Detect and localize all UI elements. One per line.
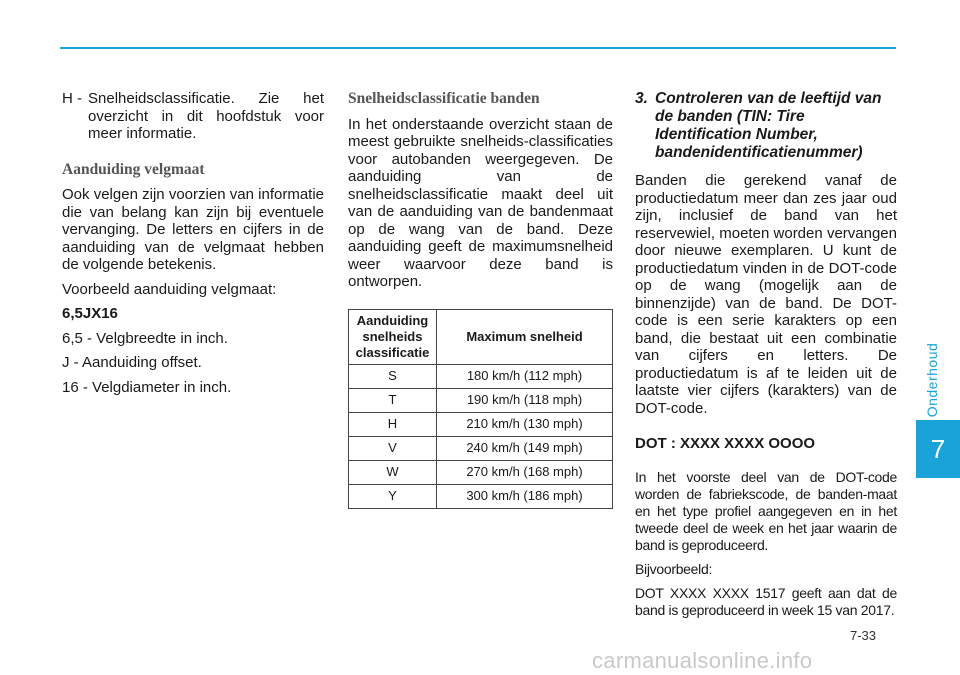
tin-heading-text: Controleren van de leeftijd van de banden (TIN: Tire Identification Number, bandenidentificatienummer) bbox=[655, 90, 882, 161]
speed-paragraph: In het onderstaande overzicht staan de meest gebruikte snelheids-classificaties voor autobanden weergegeven. De aanduiding van de snelheidsclassificatie maakt deel uit van de aanduiding van de bandenmaat op de wang van de band. Deze aanduiding geeft de maximumsnelheid weer waarvoor deze band is ontworpen. bbox=[348, 115, 613, 290]
tin-paragraph: Banden die gerekend vanaf de productiedatum meer dan zes jaar oud zijn, inclusief de band van het reservewiel, moeten worden vervangen door nieuwe exemplaren. U kunt de productiedatum vinden in de DOT-code op de wang (mogelijk aan de binnenzijde) van de band. De DOT-code is een serie karakters op een band, die bestaat uit een combinatie van cijfers en letters. De productiedatum is af te leiden uit de laatste vier cijfers (karakters) van de DOT-code. bbox=[635, 172, 897, 417]
speed-value: 270 km/h (168 mph) bbox=[437, 460, 613, 484]
rim-example-code: 6,5JX16 bbox=[62, 305, 118, 322]
speed-code: H bbox=[349, 412, 437, 436]
table-row bbox=[349, 484, 613, 508]
h-item-label: H - bbox=[62, 90, 82, 107]
speed-value: 210 km/h (130 mph) bbox=[437, 412, 613, 436]
rim-paragraph: Ook velgen zijn voorzien van informatie die van belang kan zijn bij eventuele vervanging. De letters en cijfers in de aanduiding van de velgmaat hebben de volgende betekenis. bbox=[62, 186, 324, 273]
speed-value: 180 km/h (112 mph) bbox=[437, 364, 613, 388]
tin-heading bbox=[635, 90, 897, 162]
column-right bbox=[635, 90, 897, 626]
h-item-text: Snelheidsclassificatie. Zie het overzicht in dit hoofdstuk voor meer informatie. bbox=[88, 90, 324, 142]
speed-value: 190 km/h (118 mph) bbox=[437, 388, 613, 412]
rim-line-width: 6,5 - Velgbreedte in inch. bbox=[62, 329, 228, 347]
column-left bbox=[62, 90, 324, 403]
chapter-number-badge: 7 bbox=[916, 420, 960, 478]
table-row bbox=[349, 364, 613, 388]
rim-line-offset: J - Aanduiding offset. bbox=[62, 354, 202, 371]
tin-paragraph-2: In het voorste deel van de DOT-code worden de fabriekscode, de banden-maat en het type profiel aangegeven en in het tweede deel de week en het jaar waarin de band is geproduceerd. bbox=[635, 468, 897, 553]
speed-table-header bbox=[349, 309, 613, 364]
speed-code: V bbox=[349, 436, 437, 460]
tin-example-text: DOT XXXX XXXX 1517 geeft aan dat de band is geproduceerd in week 15 van 2017. bbox=[635, 584, 897, 618]
rim-example-label: Voorbeeld aanduiding velgmaat: bbox=[62, 280, 277, 298]
table-row bbox=[349, 412, 613, 436]
section-tab-label: Onderhoud bbox=[924, 342, 940, 418]
column-middle bbox=[348, 90, 613, 509]
speed-heading: Snelheidsclassificatie banden bbox=[348, 90, 540, 107]
dot-code: DOT : XXXX XXXX OOOO bbox=[635, 435, 816, 452]
speed-code: S bbox=[349, 364, 437, 388]
table-row bbox=[349, 436, 613, 460]
tin-heading-number: 3. bbox=[635, 90, 648, 107]
speed-code: T bbox=[349, 388, 437, 412]
section-tab bbox=[918, 340, 946, 420]
table-row bbox=[349, 460, 613, 484]
speed-table-header-max: Maximum snelheid bbox=[437, 309, 613, 364]
page-number: 7-33 bbox=[850, 628, 877, 643]
h-item bbox=[62, 90, 324, 143]
speed-code: Y bbox=[349, 484, 437, 508]
table-row bbox=[349, 388, 613, 412]
watermark: carmanualsonline.info bbox=[592, 648, 813, 673]
tin-example-label: Bijvoorbeeld: bbox=[635, 560, 713, 577]
speed-table bbox=[348, 309, 613, 509]
speed-value: 300 km/h (186 mph) bbox=[437, 484, 613, 508]
speed-code: W bbox=[349, 460, 437, 484]
header-rule bbox=[60, 47, 896, 49]
speed-table-header-code: Aanduiding snelheids classificatie bbox=[349, 309, 437, 364]
rim-line-diameter: 16 - Velgdiameter in inch. bbox=[62, 378, 232, 396]
rim-heading: Aanduiding velgmaat bbox=[62, 160, 205, 178]
speed-value: 240 km/h (149 mph) bbox=[437, 436, 613, 460]
